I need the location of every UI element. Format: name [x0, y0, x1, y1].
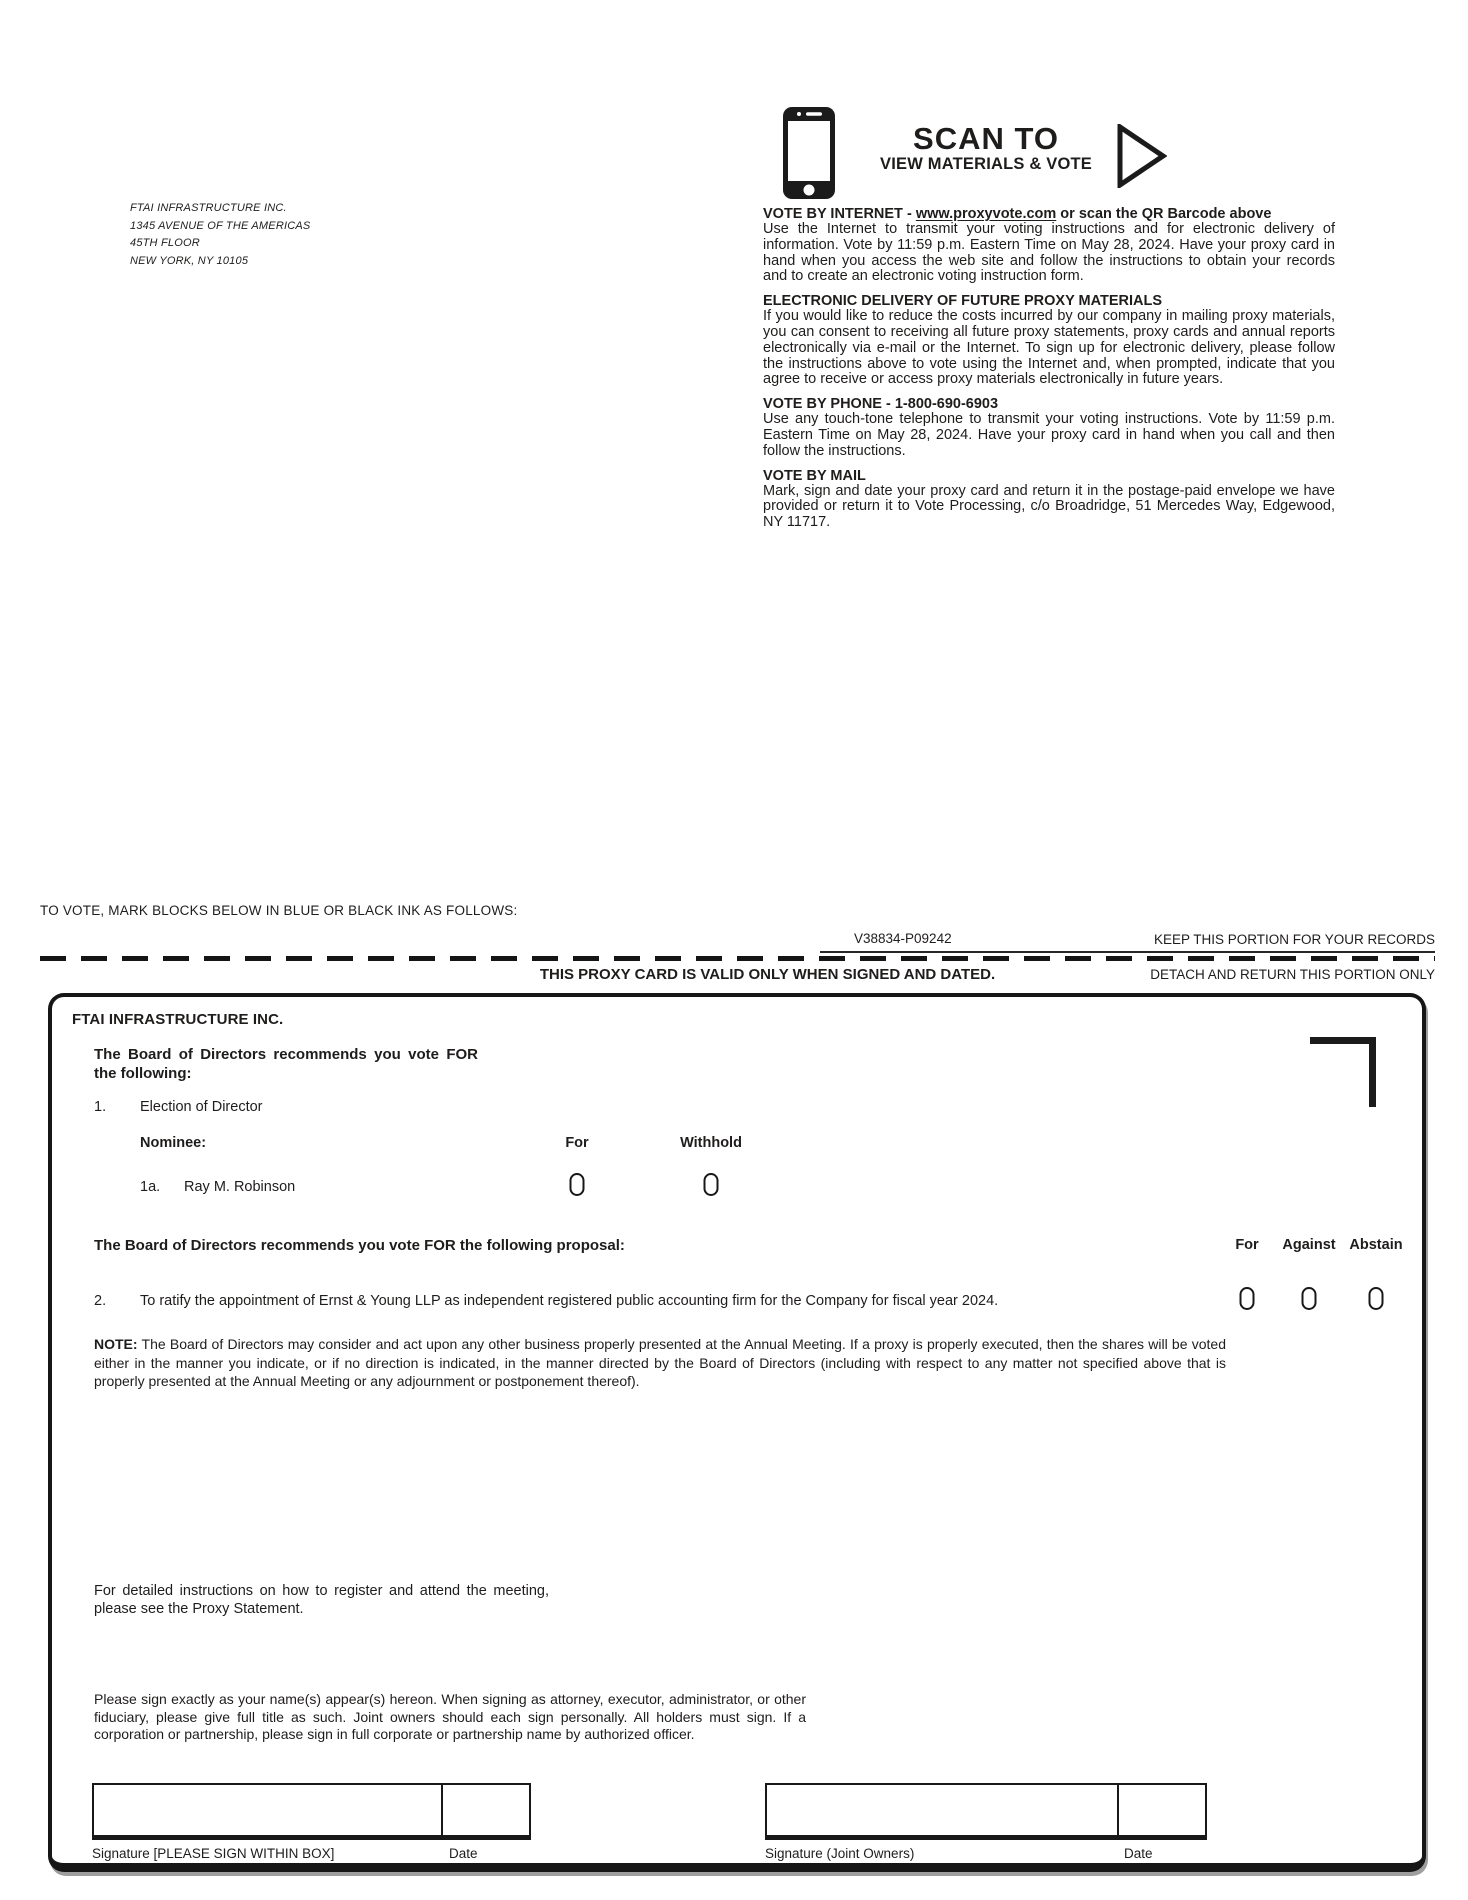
- vote-by-mail-heading: VOTE BY MAIL: [763, 467, 866, 484]
- signature-joint-label: Signature (Joint Owners): [765, 1846, 915, 1861]
- card-note: [94, 1335, 1226, 1391]
- mark-blocks-instruction: TO VOTE, MARK BLOCKS BELOW IN BLUE OR BLACK INK AS FOLLOWS:: [40, 903, 518, 918]
- proposal-2-text: To ratify the appointment of Ernst & Young LLP as independent registered public accounting firm for the Company for fiscal year 2024.: [140, 1293, 999, 1309]
- date-primary-label: Date: [449, 1846, 478, 1861]
- sender-address-line: 45TH FLOOR: [130, 237, 200, 249]
- vote-by-phone-body: Use any touch-tone telephone to transmit your voting instructions. Vote by 11:59 p.m. Eastern Time on May 28, 2024. Have your proxy card in hand when you call and then follow the instructions.: [763, 411, 1335, 459]
- nominee-1a-number: 1a.: [140, 1179, 161, 1195]
- date-field-primary[interactable]: [441, 1785, 529, 1835]
- column-header-for: For: [565, 1135, 589, 1151]
- proposal-1-number: 1.: [94, 1099, 107, 1115]
- card-company-name: FTAI INFRASTRUCTURE INC.: [72, 1011, 284, 1028]
- scan-to-subtitle: VIEW MATERIALS & VOTE: [880, 155, 1092, 173]
- vote-by-internet-heading-prefix: VOTE BY INTERNET -: [763, 206, 916, 222]
- smartphone-icon: [782, 106, 836, 200]
- detach-return-note: DETACH AND RETURN THIS PORTION ONLY: [1150, 967, 1435, 982]
- vote-by-internet-body: Use the Internet to transmit your voting instructions and for electronic delivery of information. Vote by 11:59 p.m. Eastern Time on May 28, 2024. Have your proxy card in hand when you access the web site and follow the instructions to obtain your records and to create an electronic voting instruction form.: [763, 221, 1335, 285]
- board-recommendation-1: The Board of Directors recommends you vote FOR the following:: [94, 1046, 478, 1082]
- column-header-withhold: Withhold: [680, 1135, 742, 1151]
- column-header-abstain: Abstain: [1349, 1237, 1403, 1253]
- vote-by-internet-heading-suffix: or scan the QR Barcode above: [1056, 206, 1272, 222]
- attendance-instructions: For detailed instructions on how to register and attend the meeting, please see the Proxy Statement.: [94, 1583, 549, 1617]
- sender-address: [130, 200, 310, 270]
- corner-mark: [1310, 1037, 1376, 1044]
- proposal-2-number: 2.: [94, 1293, 107, 1309]
- date-field-joint[interactable]: [1117, 1785, 1205, 1835]
- vote-by-phone-heading: VOTE BY PHONE - 1-800-690-6903: [763, 396, 999, 413]
- signature-box-joint: [765, 1783, 1207, 1840]
- vote-oval-2-for[interactable]: [1240, 1287, 1255, 1310]
- signature-box-primary: [92, 1783, 531, 1840]
- signature-instructions: Please sign exactly as your name(s) appear(s) hereon. When signing as attorney, executor, administrator, or other fiduciary, please give full title as such. Joint owners should each sign personally. All holders must sign. If a corporation or partnership, please sign in full corporate or partnership name by authorized officer.: [94, 1691, 806, 1742]
- corner-mark: [1369, 1037, 1376, 1107]
- proxy-card: [48, 993, 1426, 1872]
- perforation-dashed-line: [40, 956, 1435, 961]
- vote-by-mail-body: Mark, sign and date your proxy card and return it in the postage-paid envelope we have provided or return it to Vote Processing, c/o Broadridge, 51 Mercedes Way, Edgewood, NY 11717.: [763, 482, 1335, 531]
- signature-primary-label: Signature [PLEASE SIGN WITHIN BOX]: [92, 1846, 335, 1861]
- keep-portion-note: KEEP THIS PORTION FOR YOUR RECORDS: [1153, 932, 1435, 947]
- vote-oval-1a-for[interactable]: [570, 1173, 585, 1196]
- signature-field-joint[interactable]: [767, 1785, 1117, 1835]
- electronic-delivery-heading: ELECTRONIC DELIVERY OF FUTURE PROXY MATERIALS: [763, 293, 1163, 310]
- sender-address-line: FTAI INFRASTRUCTURE INC.: [130, 202, 287, 214]
- scan-to-banner: [868, 121, 1104, 174]
- vote-by-internet-heading: [763, 206, 1335, 222]
- proxyvote-link[interactable]: www.proxyvote.com: [915, 206, 1057, 222]
- sender-address-line: NEW YORK, NY 10105: [130, 254, 249, 267]
- board-recommendation-2: The Board of Directors recommends you vote FOR the following proposal:: [94, 1237, 625, 1254]
- column-header-for-2: For: [1235, 1237, 1259, 1253]
- arrow-right-icon: [1117, 124, 1167, 193]
- electronic-delivery-body: If you would like to reduce the costs incurred by our company in mailing proxy materials, you can consent to receiving all future proxy statements, proxy cards and annual reports electronically via e-mail or the Internet. To sign up for electronic delivery, please follow the instructions above to vote using the Internet and, when prompted, indicate that you agree to receive or access proxy materials electronically in future years.: [763, 308, 1335, 388]
- vote-oval-1a-withhold[interactable]: [704, 1173, 719, 1196]
- scan-to-title: SCAN TO: [913, 121, 1059, 156]
- nominee-label: Nominee:: [140, 1135, 207, 1151]
- signature-field-primary[interactable]: [94, 1785, 441, 1835]
- vote-instructions-column: [763, 206, 1335, 539]
- valid-when-signed-note: THIS PROXY CARD IS VALID ONLY WHEN SIGNED AND DATED.: [539, 966, 996, 983]
- records-divider-line: [820, 951, 1435, 953]
- note-body: The Board of Directors may consider and act upon any other business properly presented at the Annual Meeting. If a proxy is properly executed, then the shares will be voted either in the manner you indicate, or if no direction is indicated, in the manner directed by the Board of Directors (including with respect to any matter not specified above that is properly presented at the Annual Meeting or any adjournment or postponement thereof).: [94, 1336, 1226, 1389]
- form-code: V38834-P09242: [848, 931, 958, 946]
- sender-address-line: 1345 AVENUE OF THE AMERICAS: [130, 219, 311, 232]
- date-joint-label: Date: [1124, 1846, 1153, 1861]
- note-label: NOTE:: [94, 1336, 138, 1352]
- vote-oval-2-abstain[interactable]: [1369, 1287, 1384, 1310]
- proposal-1-title: Election of Director: [140, 1099, 263, 1115]
- nominee-1a-name: Ray M. Robinson: [184, 1179, 296, 1195]
- vote-oval-2-against[interactable]: [1302, 1287, 1317, 1310]
- column-header-against: Against: [1282, 1237, 1336, 1253]
